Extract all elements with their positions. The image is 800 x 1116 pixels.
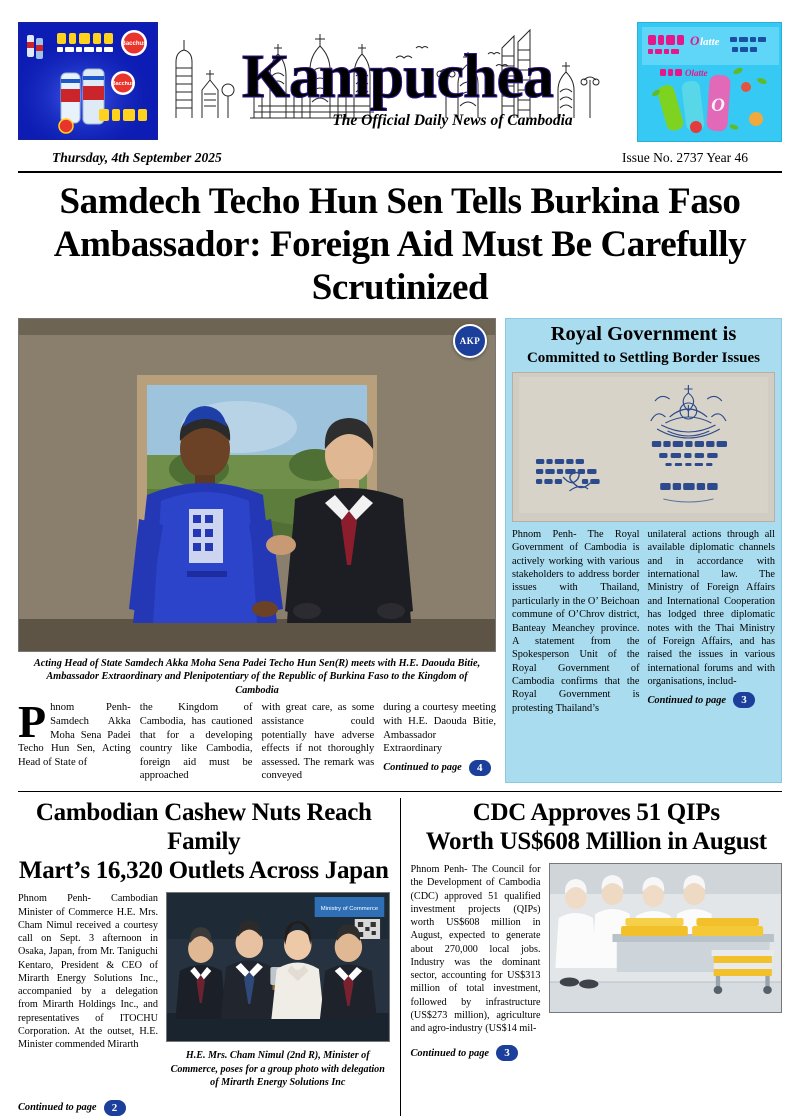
svg-text:Bacchus: Bacchus bbox=[121, 41, 147, 47]
lead-story-main bbox=[18, 318, 496, 783]
cashew-body-text: Phnom Penh- Cambodian Minister of Commerce H.E. Mrs. Cham Nimul received a courtesy call on Sept. 3 afternoon in Osaka, Japan, from Mr. Taniguchi Kentaro, President & CEO of Mirarth Energy Solutions Inc., accompanied by a delegation from Mirarth Holdings Inc., and representatives of ITOCHU Corporation. At the outset, H.E. Minister commended Mirarth bbox=[18, 893, 158, 1051]
svg-text:Ministry of Commerce: Ministry of Commerce bbox=[320, 906, 379, 913]
cdc-continued-label: Continued to page bbox=[410, 1047, 490, 1059]
ad-right-artwork bbox=[638, 23, 782, 142]
sidebar-body-column-2 bbox=[648, 528, 776, 715]
food-processing-factory-workers-photo bbox=[549, 863, 783, 1013]
cdc-headline bbox=[411, 798, 783, 857]
cashew-photo-caption: H.E. Mrs. Cham Nimul (2nd R), Minister of Commerce, poses for a group photo with delegation of Mirarth Energy Solutions Inc bbox=[170, 1050, 385, 1089]
newspaper-tagline: The Official Daily News of Cambodia bbox=[332, 112, 573, 129]
cashew-continued-label: Continued to page bbox=[18, 1102, 97, 1114]
lead-body-text-1: hnom Penh- Samdech Akka Moha Sena Padei Techo Hun Sen, Acting Head of State of bbox=[18, 702, 131, 768]
lead-story-body bbox=[18, 696, 496, 782]
sidebar-continued-label: Continued to page bbox=[647, 694, 727, 706]
lead-continued-row[interactable] bbox=[383, 760, 496, 776]
cashew-photo-block bbox=[166, 892, 390, 1089]
document-artwork bbox=[513, 373, 774, 522]
dateline-bar bbox=[18, 140, 782, 171]
lead-continued-label: Continued to page bbox=[383, 761, 462, 773]
bottom-stories-row bbox=[18, 798, 782, 1116]
lead-dropcap: P bbox=[18, 696, 47, 748]
cdc-photo-block bbox=[549, 863, 783, 1035]
cashew-photo-artwork bbox=[167, 893, 389, 1042]
cashew-continued-page[interactable]: 2 bbox=[104, 1100, 126, 1116]
cashew-headline-line2: Mart’s 16,320 Outlets Across Japan bbox=[18, 857, 389, 885]
sidebar-story-body bbox=[512, 528, 775, 715]
publication-date: Thursday, 4th September 2025 bbox=[52, 150, 222, 165]
cdc-photo-artwork bbox=[550, 864, 782, 1013]
cdc-body-text: Phnom Penh- The Council for the Development of Cambodia (CDC) approved 51 qualified investment projects (QIPs) worth US$608 million in August, expected to generate about 270,000 local jobs. Industry was the dominant sector, accounting for US$313 million of total investment, followed by infrastructure (US$273 million), agriculture and agro-industry (US$14 mil- bbox=[410, 864, 541, 1035]
ad-left-artwork bbox=[19, 23, 158, 140]
cashew-continued-row[interactable] bbox=[18, 1100, 390, 1116]
nameplate bbox=[158, 22, 637, 140]
lead-photo-caption: Acting Head of State Samdech Akka Moha Sena Padei Techo Hun Sen(R) meets with H.E. Daouda Bitie, Ambassador Extraordinary and Plenipotentiary of the Republic of Burkina Faso to the Kingdom of Cambodia bbox=[33, 657, 481, 696]
sidebar-headline-line1: Royal Government is bbox=[550, 322, 737, 345]
cashew-content bbox=[18, 892, 390, 1089]
sidebar-story bbox=[505, 318, 782, 783]
issue-number: Issue No. 2737 Year 46 bbox=[622, 150, 748, 165]
sidebar-headline-line2: Committed to Settling Border Issues bbox=[526, 349, 761, 366]
cashew-headline-line1: Cambodian Cashew Nuts Reach Family bbox=[35, 798, 372, 855]
svg-text:O: O bbox=[690, 33, 700, 48]
olatte-drink-advertisement[interactable] bbox=[637, 22, 782, 142]
svg-text:latte: latte bbox=[700, 36, 720, 48]
lead-body-column-4 bbox=[383, 701, 496, 782]
official-government-document-image bbox=[512, 372, 775, 522]
masthead bbox=[18, 0, 782, 140]
lead-continued-page[interactable]: 4 bbox=[469, 760, 491, 776]
lead-headline bbox=[18, 173, 782, 318]
story-cashew bbox=[18, 798, 390, 1116]
cdc-headline-line1: CDC Approves 51 QIPs bbox=[472, 798, 720, 826]
group-photo-ministry-of-commerce bbox=[166, 892, 390, 1042]
story-cdc bbox=[400, 798, 783, 1116]
section-divider bbox=[18, 791, 782, 792]
lead-story-row bbox=[18, 318, 782, 783]
cdc-continued-page[interactable]: 3 bbox=[496, 1045, 518, 1061]
lead-body-column-3: with great care, as some assistance could potentially have adverse effects if not thoroughly assessed. The remark was conveyed bbox=[261, 702, 375, 782]
sidebar-continued-row[interactable] bbox=[648, 692, 776, 708]
lead-body-column-2: the Kingdom of Cambodia, has cautioned that for a developing country like Cambodia, foreign aid must be approached bbox=[139, 702, 253, 782]
lead-headline-line1: Samdech Techo Hun Sen Tells Burkina Faso bbox=[59, 181, 741, 222]
svg-text:O: O bbox=[711, 95, 725, 116]
svg-text:Bacchus: Bacchus bbox=[111, 81, 135, 87]
sidebar-body-text-2: unilateral actions through all available diplomatic channels and in accordance with international law. The Ministry of Foreign Affairs and International Cooperation has lodged three diplomatic notes with the Thai Ministry of Foreign Affairs, and has raised the issues in various international forums and with organisations, includ- bbox=[647, 528, 775, 688]
photo-two-officials-handshake bbox=[19, 319, 496, 652]
lead-story-photo bbox=[18, 318, 496, 652]
lead-body-text-4: during a courtesy meeting with H.E. Daouda Bitie, Ambassador Extraordinary bbox=[383, 702, 496, 755]
svg-text:Olatte: Olatte bbox=[685, 68, 708, 78]
cdc-headline-line2: Worth US$608 Million in August bbox=[425, 827, 767, 855]
akp-badge-label: AKP bbox=[459, 335, 481, 346]
newspaper-title: Kampuchea bbox=[241, 43, 554, 111]
cdc-continued-row[interactable] bbox=[411, 1045, 783, 1061]
bacchus-energy-drink-advertisement[interactable] bbox=[18, 22, 158, 140]
akp-watermark-badge bbox=[453, 324, 487, 358]
lead-body-column-1 bbox=[18, 696, 131, 782]
cashew-headline bbox=[18, 798, 390, 886]
sidebar-continued-page[interactable]: 3 bbox=[733, 692, 755, 708]
sidebar-body-column-1: Phnom Penh- The Royal Government of Cambodia is actively working with various stakeholders to address border issues with Thailand, particularly in the O’ Beichoan commune of O’Chrov district, Banteay Meanchey province. A statement from the Spokesperson Unit of the Royal Government of Cambodia confirms that the Royal Government is protesting Thailand’s bbox=[512, 528, 640, 714]
lead-headline-line2: Ambassador: Foreign Aid Must Be Carefully Scrutinized bbox=[53, 223, 747, 308]
cdc-content bbox=[411, 863, 783, 1035]
